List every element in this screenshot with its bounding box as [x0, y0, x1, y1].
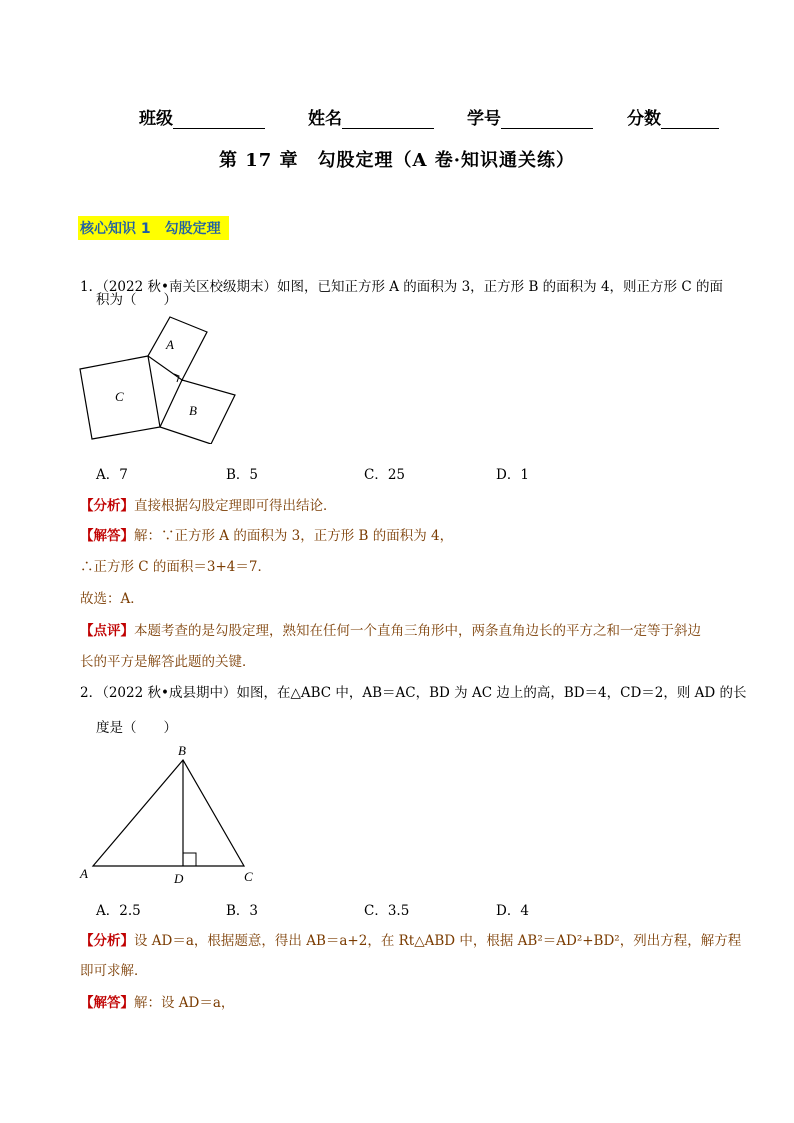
q2-answer-text1: 解：设 AD＝a，: [134, 995, 235, 1011]
q1-answer-line2: ∴正方形 C 的面积＝3+4＝7．: [80, 559, 271, 575]
q2-option-b: B．3: [226, 903, 259, 919]
square-a: [148, 317, 207, 380]
id-blank: [501, 110, 593, 129]
q2-analysis-text1: 设 AD＝a，根据题意，得出 AB＝a+2，在 Rt△ABD 中，根据 AB²＝AD²+BD²，列出方程，解方程: [134, 933, 742, 949]
q2-answer-tag: 【解答】: [80, 995, 134, 1011]
header-fields: [0, 104, 794, 130]
page-title: 第 17 章 勾股定理（A 卷·知识通关练）: [218, 150, 576, 171]
q1-comment-line1: [80, 619, 701, 643]
q1-option-a: A．7: [96, 467, 128, 483]
q1-option-b: B．5: [226, 467, 259, 483]
q2-analysis-line1: [80, 929, 741, 953]
score-blank: [661, 110, 719, 129]
q2-analysis-line2: 即可求解．: [80, 963, 148, 979]
score-field: [627, 104, 719, 129]
square-b: [160, 380, 235, 444]
q2-option-c: C．3.5: [364, 903, 410, 919]
q1-answer-line1: [80, 524, 453, 548]
q1-comment-tag: 【点评】: [80, 623, 134, 639]
q1-option-d: D．1: [496, 467, 529, 483]
label-a: A: [80, 866, 88, 881]
q1-answer-tag: 【解答】: [80, 528, 134, 544]
q1-stem-line2: 积为（ ）: [96, 292, 177, 308]
id-label: 学号: [467, 109, 501, 129]
class-field: [139, 104, 265, 129]
triangle-abc: [93, 760, 244, 866]
q1-stem-line1: 1．（2022 秋•南关区校级期末）如图，已知正方形 A 的面积为 3，正方形 B 的面积为 4，则正方形 C 的面: [80, 279, 723, 295]
label-c: C: [244, 869, 253, 884]
q2-option-a: A．2.5: [96, 903, 141, 919]
q1-analysis: [80, 494, 337, 518]
q1-analysis-text: 直接根据勾股定理即可得出结论．: [134, 498, 337, 514]
q1-option-c: C．25: [364, 467, 406, 483]
class-label: 班级: [139, 109, 173, 129]
label-b: B: [189, 403, 197, 418]
q2-stem-line1: 2．（2022 秋•成县期中）如图，在△ABC 中，AB＝AC，BD 为 AC 边上的高，BD＝4，CD＝2，则 AD 的长: [80, 685, 747, 701]
q1-analysis-tag: 【分析】: [80, 498, 134, 514]
name-blank: [342, 110, 434, 129]
q2-triangle-figure: [76, 742, 262, 888]
id-field: [467, 104, 593, 129]
label-d: D: [174, 871, 184, 886]
q1-comment-text1: 本题考查的是勾股定理，熟知在任何一个直角三角形中，两条直角边长的平方之和一定等于斜边: [134, 623, 701, 639]
score-label: 分数: [627, 109, 661, 129]
class-blank: [173, 110, 265, 129]
q1-choose: 故选：A．: [80, 591, 144, 607]
q2-option-d: D．4: [496, 903, 529, 919]
q2-stem-line2: 度是（ ）: [96, 720, 177, 736]
section-heading: 核心知识 1 勾股定理: [78, 216, 229, 240]
label-a: A: [166, 337, 174, 352]
q1-comment-line2: 长的平方是解答此题的关键．: [80, 654, 256, 670]
label-b: B: [178, 743, 186, 758]
label-c: C: [115, 389, 124, 404]
q2-answer-line1: [80, 991, 234, 1015]
name-field: [308, 104, 434, 129]
q1-answer-text1: 解：∵正方形 A 的面积为 3，正方形 B 的面积为 4，: [134, 528, 454, 544]
right-angle-mark: [183, 853, 196, 866]
q1-squares-figure: [78, 312, 240, 444]
q2-analysis-tag: 【分析】: [80, 933, 134, 949]
name-label: 姓名: [308, 109, 342, 129]
